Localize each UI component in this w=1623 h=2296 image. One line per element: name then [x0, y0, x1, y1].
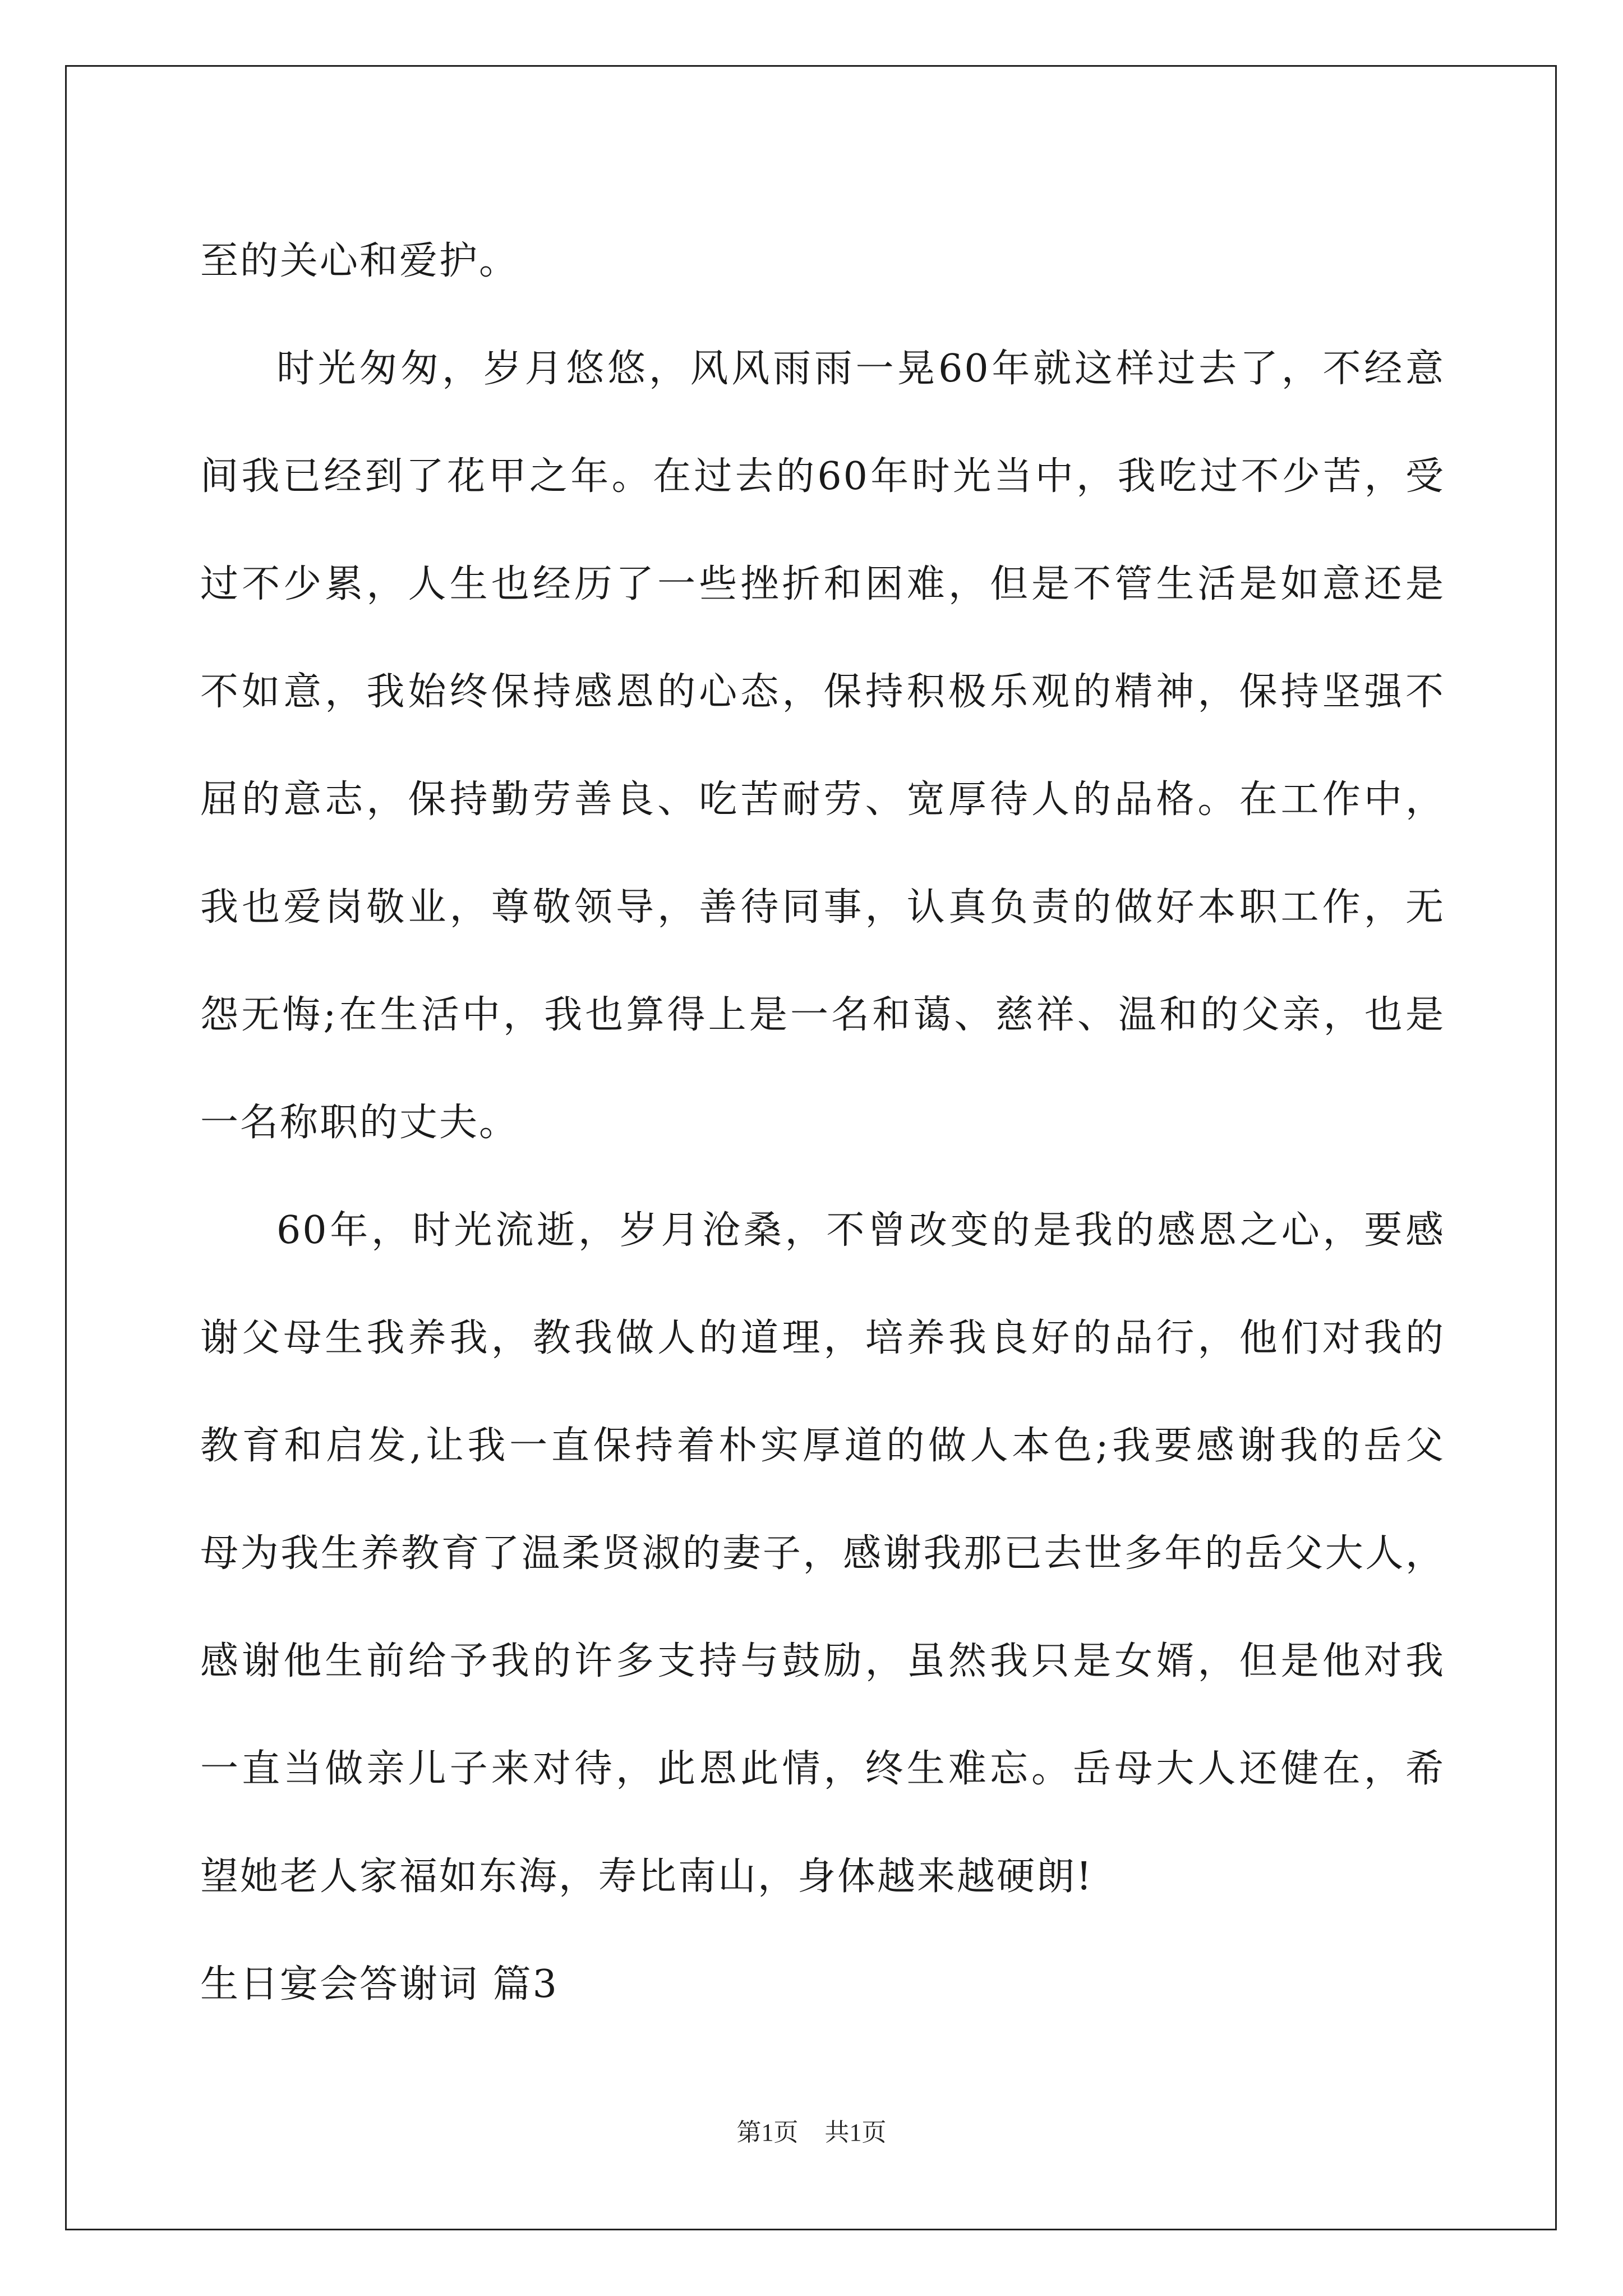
- paragraph-line: 不如意，我始终保持感恩的心态，保持积极乐观的精神，保持坚强不: [200, 670, 1445, 714]
- paragraph-line: 怨无悔;在生活中，我也算得上是一名和蔼、慈祥、温和的父亲，也是: [200, 993, 1445, 1037]
- paragraph-line: 60年，时光流逝，岁月沧桑，不曾改变的是我的感恩之心，要感: [276, 1208, 1445, 1253]
- paragraph-line: 过不少累，人生也经历了一些挫折和困难，但是不管生活是如意还是: [200, 562, 1445, 606]
- paragraph-line: 教育和启发,让我一直保持着朴实厚道的做人本色;我要感谢我的岳父: [200, 1424, 1445, 1468]
- paragraph-line: 时光匆匆，岁月悠悠，风风雨雨一晃60年就这样过去了，不经意: [276, 347, 1445, 391]
- page-number: 第1页: [736, 2119, 799, 2146]
- text-line: 至的关心和爱护。: [200, 239, 519, 283]
- paragraph-line: 谢父母生我养我，教我做人的道理，培养我良好的品行，他们对我的: [200, 1316, 1445, 1360]
- paragraph-line: 一名称职的丈夫。: [200, 1101, 519, 1145]
- paragraph-line: 感谢他生前给予我的许多支持与鼓励，虽然我只是女婿，但是他对我: [200, 1639, 1445, 1683]
- paragraph-line: 屈的意志，保持勤劳善良、吃苦耐劳、宽厚待人的品格。在工作中，: [200, 777, 1445, 822]
- paragraph-line: 一直当做亲儿子来对待，此恩此情，终生难忘。岳母大人还健在，希: [200, 1747, 1445, 1791]
- paragraph-line: 我也爱岗敬业，尊敬领导，善待同事，认真负责的做好本职工作，无: [200, 885, 1445, 930]
- page-total: 共1页: [824, 2119, 887, 2146]
- paragraph-line: 间我已经到了花甲之年。在过去的60年时光当中，我吃过不少苦，受: [200, 454, 1445, 499]
- document-body: [200, 208, 1445, 2039]
- paragraph-line: 望她老人家福如东海，寿比南山，身体越来越硬朗!: [200, 1855, 1094, 1899]
- section-heading: 生日宴会答谢词 篇3: [200, 1962, 559, 2007]
- paragraph-line: 母为我生养教育了温柔贤淑的妻子，感谢我那已去世多年的岳父大人，: [200, 1531, 1445, 1576]
- page-footer: [0, 2112, 1623, 2148]
